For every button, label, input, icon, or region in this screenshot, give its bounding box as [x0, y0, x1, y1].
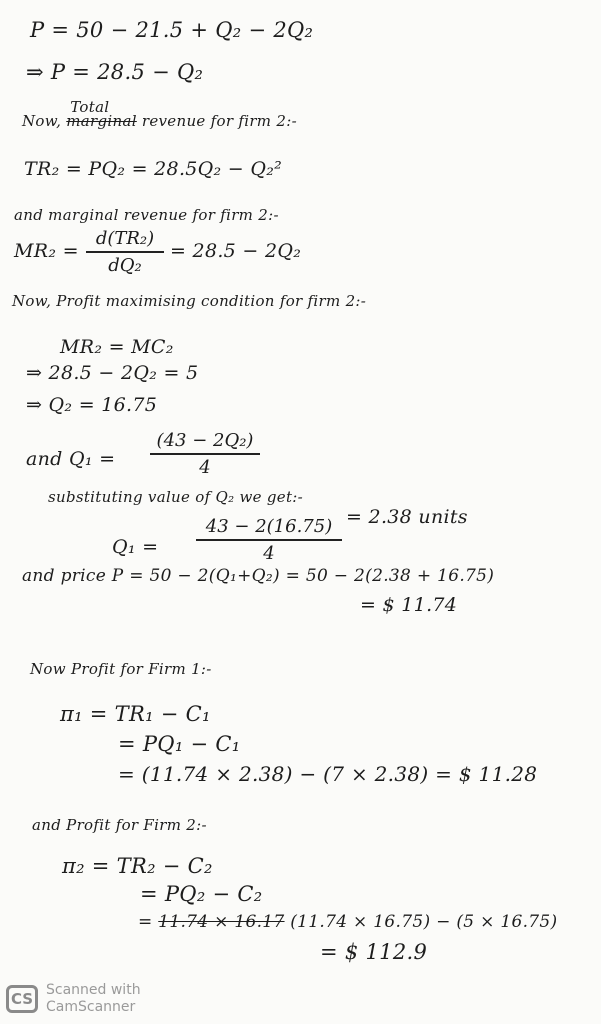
equation-mr2-rhs: = 28.5 − 2Q₂ [170, 240, 302, 262]
equation-q1-lhs: and Q₁ = [26, 448, 116, 470]
equation-profit-2-step: = PQ₂ − C₂ [140, 882, 263, 906]
equation-price-result: = $ 11.74 [360, 594, 458, 616]
fraction-bar [150, 453, 260, 455]
watermark-line-2: CamScanner [46, 999, 136, 1015]
equation-q1-eval-lhs: Q₁ = [112, 536, 159, 558]
equation-profit-1-result: = (11.74 × 2.38) − (7 × 2.38) = $ 11.28 [118, 762, 538, 786]
equation-price-demand: ⇒ P = 28.5 − Q₂ [26, 60, 204, 84]
equation-q1-result: = 2.38 units [346, 506, 468, 528]
fraction-q1-reaction [150, 430, 260, 478]
equation-profit-2-eval: = 11.74 × 16.17 (11.74 × 16.75) − (5 × 16.75) [138, 912, 558, 932]
watermark-line-1: Scanned with [46, 982, 141, 998]
struck-expression: 11.74 × 16.17 [158, 912, 285, 932]
equation-solve-q2: ⇒ 28.5 − 2Q₂ = 5 [26, 362, 199, 384]
equation-profit-1-step: = PQ₁ − C₁ [118, 732, 241, 756]
equation-price: and price P = 50 − 2(Q₁+Q₂) = 50 − 2(2.38 + 16.75) [22, 566, 495, 586]
equation-profit-2: π₂ = TR₂ − C₂ [62, 854, 213, 878]
equation-mr-equals-mc: MR₂ = MC₂ [60, 336, 174, 358]
equation-total-revenue-2: TR₂ = PQ₂ = 28.5Q₂ − Q₂² [24, 158, 283, 180]
equation-profit-1: π₁ = TR₁ − C₁ [60, 702, 211, 726]
inserted-word: Total [70, 98, 110, 116]
heading-marginal-revenue-firm-2: and marginal revenue for firm 2:- [14, 206, 279, 224]
camscanner-logo: CS [6, 985, 38, 1013]
heading-profit-firm-2: and Profit for Firm 2:- [32, 816, 207, 834]
fraction-numerator: d(TR₂) [95, 228, 155, 249]
fraction-numerator: 43 − 2(16.75) [205, 516, 333, 537]
heading-profit-max-condition: Now, Profit maximising condition for firm 2:- [12, 292, 367, 310]
equation-price-substitution: P = 50 − 21.5 + Q₂ − 2Q₂ [30, 18, 314, 42]
equation-profit-2-result: = $ 112.9 [320, 940, 428, 964]
fraction-bar [196, 539, 342, 541]
camscanner-watermark [6, 982, 141, 1016]
equation-q2-value: ⇒ Q₂ = 16.75 [26, 394, 158, 416]
struck-word: marginal [66, 112, 137, 130]
fraction-dtr-dq [86, 228, 164, 276]
watermark-text [46, 982, 141, 1016]
fraction-denominator: 4 [263, 543, 275, 564]
heading-substituting-q2: substituting value of Q₂ we get:- [48, 488, 303, 506]
fraction-q1-eval [196, 516, 342, 564]
fraction-denominator: dQ₂ [108, 255, 142, 276]
heading-total-revenue-firm-2: Now, marginal Total revenue for firm 2:- [22, 98, 297, 130]
fraction-bar [86, 251, 164, 253]
fraction-numerator: (43 − 2Q₂) [156, 430, 254, 451]
heading-profit-firm-1: Now Profit for Firm 1:- [30, 660, 212, 678]
equation-mr2-lhs: MR₂ = [14, 240, 79, 262]
fraction-denominator: 4 [199, 457, 211, 478]
